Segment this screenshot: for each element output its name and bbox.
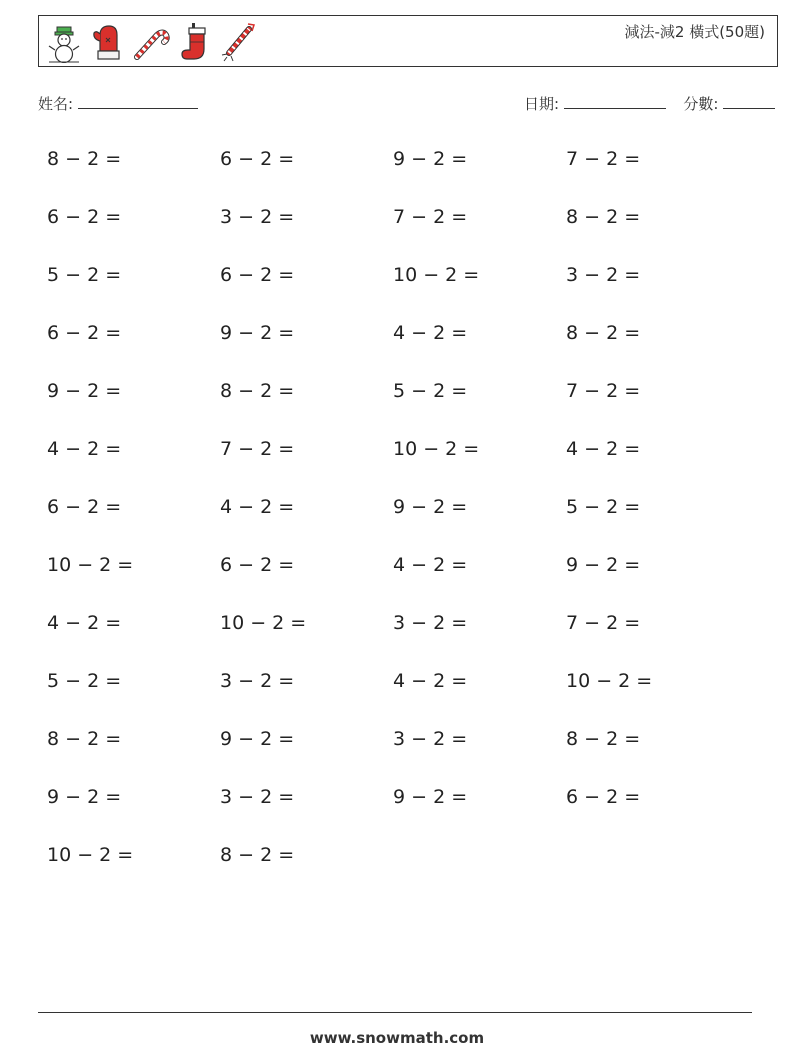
problem: 5 − 2 = (566, 496, 641, 518)
problem: 4 − 2 = (47, 612, 122, 634)
date-score-field (524, 93, 775, 114)
problem: 9 − 2 = (393, 148, 468, 170)
problem: 9 − 2 = (393, 496, 468, 518)
problem: 6 − 2 = (47, 206, 122, 228)
problem: 6 − 2 = (220, 264, 295, 286)
problem: 7 − 2 = (566, 380, 641, 402)
problem: 10 − 2 = (393, 264, 480, 286)
problem-row (47, 670, 747, 728)
problem: 10 − 2 = (393, 438, 480, 460)
problem: 8 − 2 = (220, 380, 295, 402)
problem: 6 − 2 = (47, 496, 122, 518)
score-blank[interactable] (723, 94, 775, 109)
problem: 9 − 2 = (47, 786, 122, 808)
problem: 7 − 2 = (393, 206, 468, 228)
problem: 8 − 2 = (47, 728, 122, 750)
problem-row (47, 612, 747, 670)
date-blank[interactable] (564, 94, 666, 109)
problem: 8 − 2 = (566, 728, 641, 750)
problem: 6 − 2 = (47, 322, 122, 344)
problem: 6 − 2 = (220, 554, 295, 576)
problem: 9 − 2 = (393, 786, 468, 808)
problem: 5 − 2 = (47, 264, 122, 286)
problem-row (47, 148, 747, 206)
problem: 4 − 2 = (393, 322, 468, 344)
problem: 4 − 2 = (393, 554, 468, 576)
problem: 5 − 2 = (47, 670, 122, 692)
footer-url[interactable]: www.snowmath.com (309, 1029, 485, 1047)
score-label: 分數: (683, 95, 719, 113)
problem-row (47, 322, 747, 380)
problem: 6 − 2 = (566, 786, 641, 808)
problem-row (47, 786, 747, 844)
problem-row (47, 844, 747, 902)
problem: 6 − 2 = (220, 148, 295, 170)
problem: 5 − 2 = (393, 380, 468, 402)
problem: 8 − 2 = (47, 148, 122, 170)
problem: 10 − 2 = (220, 612, 307, 634)
problem: 7 − 2 = (566, 612, 641, 634)
worksheet-title: 減法-減2 橫式(50題) (624, 23, 765, 41)
snowman-icon (45, 21, 83, 63)
worksheet-header (38, 15, 778, 67)
problem: 8 − 2 = (220, 844, 295, 866)
problem: 4 − 2 = (220, 496, 295, 518)
problem: 3 − 2 = (393, 728, 468, 750)
candy-cane-icon (133, 21, 171, 63)
problem: 9 − 2 = (566, 554, 641, 576)
problem: 3 − 2 = (393, 612, 468, 634)
problem-row (47, 728, 747, 786)
date-label: 日期: (524, 95, 560, 113)
problem: 9 − 2 = (220, 322, 295, 344)
problem-row (47, 496, 747, 554)
problem-row (47, 554, 747, 612)
problem: 3 − 2 = (220, 670, 295, 692)
problem: 8 − 2 = (566, 206, 641, 228)
problem: 9 − 2 = (47, 380, 122, 402)
problem: 3 − 2 = (220, 786, 295, 808)
problem: 9 − 2 = (220, 728, 295, 750)
header-icons (45, 21, 259, 63)
problem-row (47, 380, 747, 438)
name-field (38, 93, 198, 114)
problem-row (47, 206, 747, 264)
stocking-icon (177, 21, 215, 63)
problem: 3 − 2 = (220, 206, 295, 228)
problem-row (47, 264, 747, 322)
name-blank[interactable] (78, 94, 198, 109)
problem-row (47, 438, 747, 496)
problem: 10 − 2 = (47, 554, 134, 576)
problem: 4 − 2 = (566, 438, 641, 460)
mitten-icon (89, 21, 127, 63)
firework-icon (221, 21, 259, 63)
problem: 10 − 2 = (47, 844, 134, 866)
problem: 8 − 2 = (566, 322, 641, 344)
problem: 4 − 2 = (393, 670, 468, 692)
problem: 3 − 2 = (566, 264, 641, 286)
problem: 10 − 2 = (566, 670, 653, 692)
problem-grid (47, 148, 747, 902)
problem: 7 − 2 = (566, 148, 641, 170)
problem: 4 − 2 = (47, 438, 122, 460)
problem: 7 − 2 = (220, 438, 295, 460)
name-label: 姓名: (38, 95, 74, 113)
footer-divider (38, 1012, 752, 1013)
